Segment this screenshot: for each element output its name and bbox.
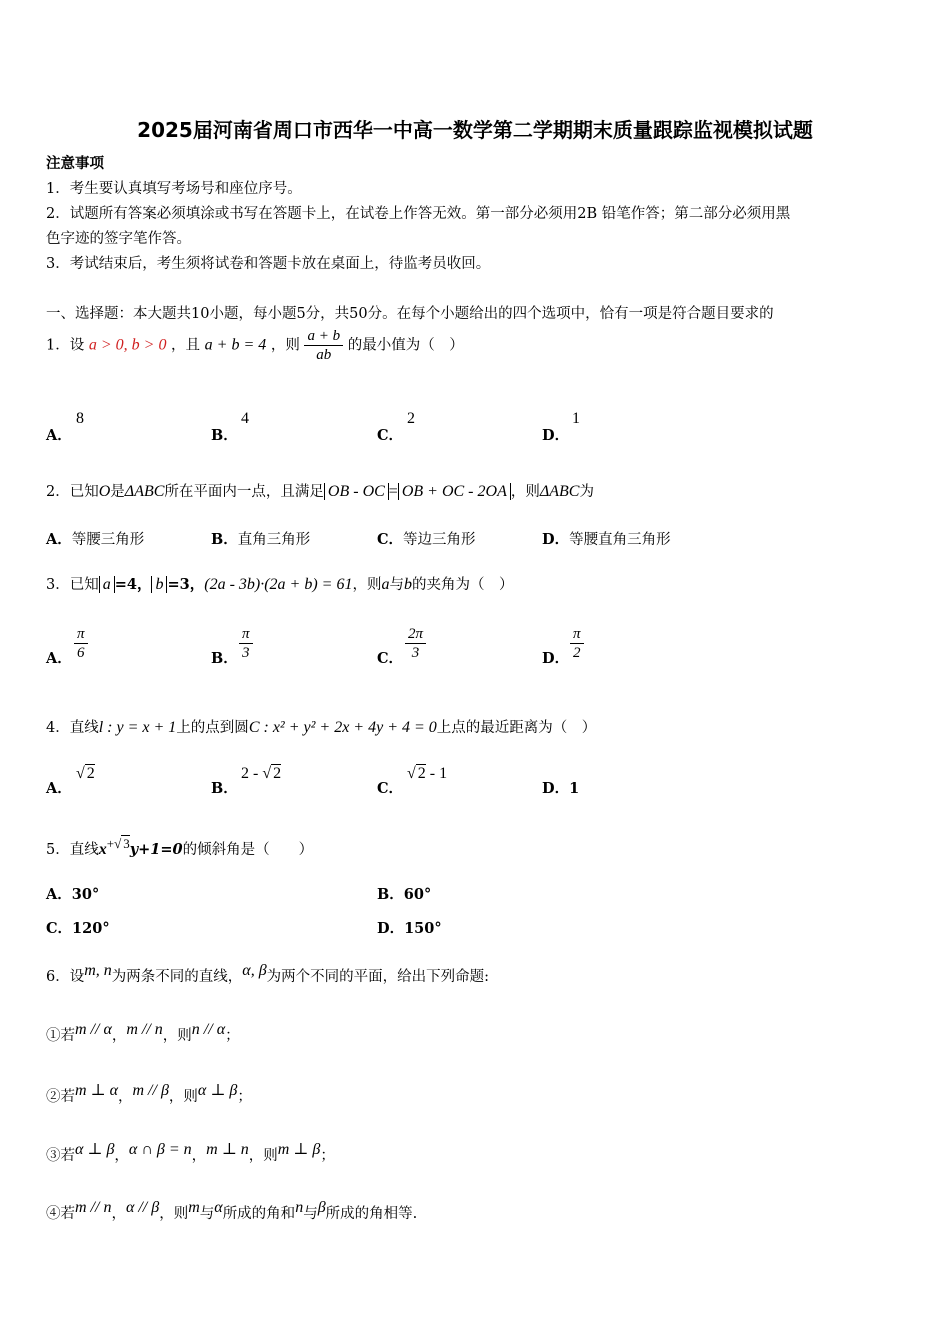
q1-frac-num: a + b [304,327,343,346]
q4-option-c-rad: 2 [417,765,426,782]
q2-point-o: O [98,483,111,500]
q4-option-d [542,777,579,798]
q6-prop4-mark: ④若 [46,1205,75,1222]
q1-option-c-label: C． [377,427,404,444]
q4-option-a-label: A． [46,780,72,797]
q2-mid: 所在平面内一点，且满足 [164,484,324,500]
q3-option-b-num: π [239,625,253,644]
q5-option-a-text: 30° [71,886,100,903]
q3-b-abs: b [151,576,167,593]
q2-triangle: ΔABC [124,483,165,500]
q1-num: 1．设 [46,337,85,354]
q6-mn: m, n [84,962,112,979]
notice-item: 色字迹的签字笔作答。 [46,231,191,247]
q6-prop-1: ①若$^{m // \alpha}$，$^{m // n}$，则$^{n // \alpha}$； [46,1021,240,1044]
q2-option-b [211,528,310,549]
q6-prop3-end: ； [320,1147,335,1164]
q1-mid: ，且 [171,337,201,354]
q1-option-c: 2 [407,410,415,427]
q6-prop4-with-2: 与 [303,1205,318,1222]
q5-rad: 3 [123,836,130,851]
q6-prop3-res: m ⊥ β [277,1141,321,1158]
q4-mid: 上的点到圆 [176,720,249,736]
q6-prop4-c2: α // β [125,1199,160,1216]
q3-option-d-den: 2 [573,645,581,661]
q6-prop1-res: n // α [191,1021,226,1038]
question-6 [46,962,489,986]
q6-prop2-c1: m ⊥ α [75,1082,118,1099]
q2-lhs: OB - OC [324,483,389,500]
q3-option-b [239,625,253,662]
q4-option-b-pre: 2 - [241,765,263,782]
q2-option-d-label: D． [542,531,570,548]
q1-then: ，则 [270,337,300,354]
q1-tail: 的最小值为（ ） [347,337,464,354]
q6-prop-4: ④若$^{m // n}$，$^{\alpha // \beta}$，则$^m$与$^\alpha$所成的角和$^n$与$^\beta$所成的角相等. [46,1199,418,1222]
q5-option-c [46,917,110,938]
q6-prop3-c1: α ⊥ β [75,1141,115,1158]
q6-mid: 为两条不同的直线， [111,968,243,985]
notice-item: 1．考生要认真填写考场号和座位序号。 [46,181,302,197]
q6-prop-3: ③若$^{\alpha \perp \beta}$，$^{\alpha \cap \beta = n}$，$^{m \perp n}$，则$^{m \perp \beta}$； [46,1141,335,1164]
q6-prop4-beta: β [317,1199,326,1216]
q1-fraction [304,327,343,364]
q4-option-b: 2 - √ 2 [241,765,282,782]
q3-option-c-label: C． [377,650,404,667]
q4-tail: 上点的最近距离为（ ） [436,720,597,736]
notice-heading: 注意事项 [46,155,104,172]
q6-prop1-end: ； [225,1027,240,1044]
q6-prop3-c2: α ∩ β = n [128,1141,192,1158]
q1-option-b: 4 [241,410,249,427]
q6-prop-2: ②若$^{m \perp \alpha}$，$^{m // \beta}$，则$^{\alpha \perp \beta}$； [46,1082,252,1105]
q1-cond: a > 0, b > 0 [88,336,167,354]
q4-option-b-rad: 2 [273,765,282,782]
q5-option-b [377,883,431,904]
q4-option-d-text: 1 [569,780,580,797]
q3-then: ，则 [352,577,382,593]
q2-option-b-text: 直角三角形 [237,532,311,548]
q5-plus: + [106,836,115,851]
q5-option-a-label: A． [46,886,72,903]
q6-prop4-m: m [188,1199,200,1216]
q3-and: 与 [389,577,404,593]
question-3 [46,573,513,594]
q6-prop4-text: 所成的角和 [222,1205,296,1222]
q6-prop3-c3: m ⊥ n [206,1141,249,1158]
q6-prop3-mark: ③若 [46,1147,75,1164]
q2-option-a-label: A． [46,531,72,548]
q2-option-c-text: 等边三角形 [403,532,476,548]
question-5: 5．直线$x^{+√ 3}y+1=0$的倾斜角是（ ） [46,836,314,858]
q3-option-a [74,625,88,662]
q5-option-d [377,917,442,938]
q5-option-b-text: 60° [403,886,432,903]
q2-num: 2．已知 [46,484,99,500]
q6-prop2-mark: ②若 [46,1088,75,1105]
q1-eq: a + b = 4 [204,336,267,354]
q6-prop4-with: 与 [199,1205,215,1222]
notice-item: 3．考试结束后，考生须将试卷和答题卡放在桌面上，待监考员收回。 [46,256,491,272]
q3-option-c-den: 3 [411,645,420,661]
q5-option-b-label: B． [377,886,404,903]
question-1 [46,327,464,364]
q4-num: 4．直线 [46,720,99,736]
q2-option-a-text: 等腰三角形 [71,532,145,548]
q3-num: 3．已知 [46,577,99,593]
q5-option-d-label: D． [377,920,405,937]
notice-item: 2．试题所有答案必须填涂或书写在答题卡上，在试卷上作答无效。第一部分必须用2B 铅笔作答；第二部分必须用黑 [46,206,791,222]
q6-prop4-n: n [295,1199,304,1216]
q5-option-a [46,883,99,904]
q3-a: a [381,576,390,593]
q5-tail: 的倾斜角是（ ） [182,841,314,858]
q6-num: 6．设 [46,968,85,985]
q6-prop1-then: ，则 [162,1027,192,1044]
q4-option-c-label: C． [377,780,404,797]
q6-prop4-then: ，则 [159,1205,189,1222]
q6-prop2-c2: m // β [132,1082,169,1099]
q6-prop2-then: ，则 [168,1088,198,1105]
q5-x: x [98,840,107,858]
q3-option-b-den: 3 [242,645,250,661]
q6-prop1-c2: m // n [126,1021,163,1038]
q6-ab: α, β [242,962,267,979]
page-title: 2025届河南省周口市西华一中高一数学第二学期期末质量跟踪监视模拟试题 [137,118,813,142]
q3-tail: 的夹角为（ ） [411,577,514,593]
q5-rest: y+1=0 [129,840,183,858]
q5-option-d-text: 150° [404,920,442,937]
q2-then: ，则 [510,484,540,500]
q1-option-a: 8 [76,410,84,427]
q1-option-a-label: A． [46,427,72,444]
q6-prop4-alpha: α [214,1199,223,1216]
q6-prop1-mark: ①若 [46,1027,75,1044]
q1-option-d: 1 [572,410,580,427]
q5-option-c-text: 120° [72,920,110,937]
q2-triangle-2: ΔABC [539,483,580,500]
q3-b-val: =3， [167,576,205,593]
q3-option-d-label: D． [542,650,570,667]
q3-option-b-label: B． [211,650,238,667]
q6-prop4-end: 所成的角相等. [325,1205,418,1222]
q6-prop4-c1: m // n [75,1199,112,1216]
q2-option-b-label: B． [211,531,238,548]
q2-option-d [542,528,671,549]
q2-is: 是 [110,484,125,500]
q3-option-a-num: π [74,625,88,644]
q2-option-c [377,528,476,549]
q4-option-c: √ 2 - 1 [407,765,448,782]
q4-option-a: √ 2 [76,765,95,782]
q2-eq: = [388,483,398,500]
q3-b: b [403,576,412,593]
q6-prop1-c1: m // α [75,1021,112,1038]
q4-option-c-post: - 1 [425,765,448,782]
q2-option-c-label: C． [377,531,404,548]
q4-option-b-label: B． [211,780,238,797]
question-2 [46,480,594,501]
q3-option-a-den: 6 [77,645,85,661]
q3-option-d-num: π [570,625,584,644]
q1-frac-den: ab [316,347,332,363]
q4-option-a-rad: 2 [86,765,95,782]
q6-tail: 为两个不同的平面，给出下列命题: [266,968,490,985]
q4-option-d-label: D． [542,780,570,797]
q4-circle-eq: C : x² + y² + 2x + 4y + 4 = 0 [248,719,437,736]
q3-a-abs: a [99,576,115,593]
q3-option-a-label: A． [46,650,72,667]
q2-rhs: OB + OC - 2OA [398,483,511,500]
q2-option-d-text: 等腰直角三角形 [569,532,671,548]
section-heading: 一、选择题：本大题共10小题，每小题5分，共50分。在每个小题给出的四个选项中，恰有一项是符合题目要求的 [46,306,774,322]
q6-prop2-res: α ⊥ β [197,1082,238,1099]
q1-option-b-label: B． [211,427,238,444]
q6-prop2-end: ； [237,1088,252,1105]
q2-option-a [46,528,144,549]
q3-option-c-num: 2π [405,625,426,644]
q3-option-c [405,625,426,662]
q3-expression: (2a - 3b)·(2a + b) = 61 [204,576,353,593]
q4-line-eq: l : y = x + 1 [98,719,177,736]
q6-prop3-then: ，则 [248,1147,278,1164]
question-4 [46,716,596,737]
q5-num: 5．直线 [46,841,99,858]
q5-option-c-label: C． [46,920,73,937]
q2-tail: 为 [579,484,594,500]
q3-option-d [570,625,584,662]
q1-option-d-label: D． [542,427,570,444]
q3-a-val: =4， [114,576,152,593]
